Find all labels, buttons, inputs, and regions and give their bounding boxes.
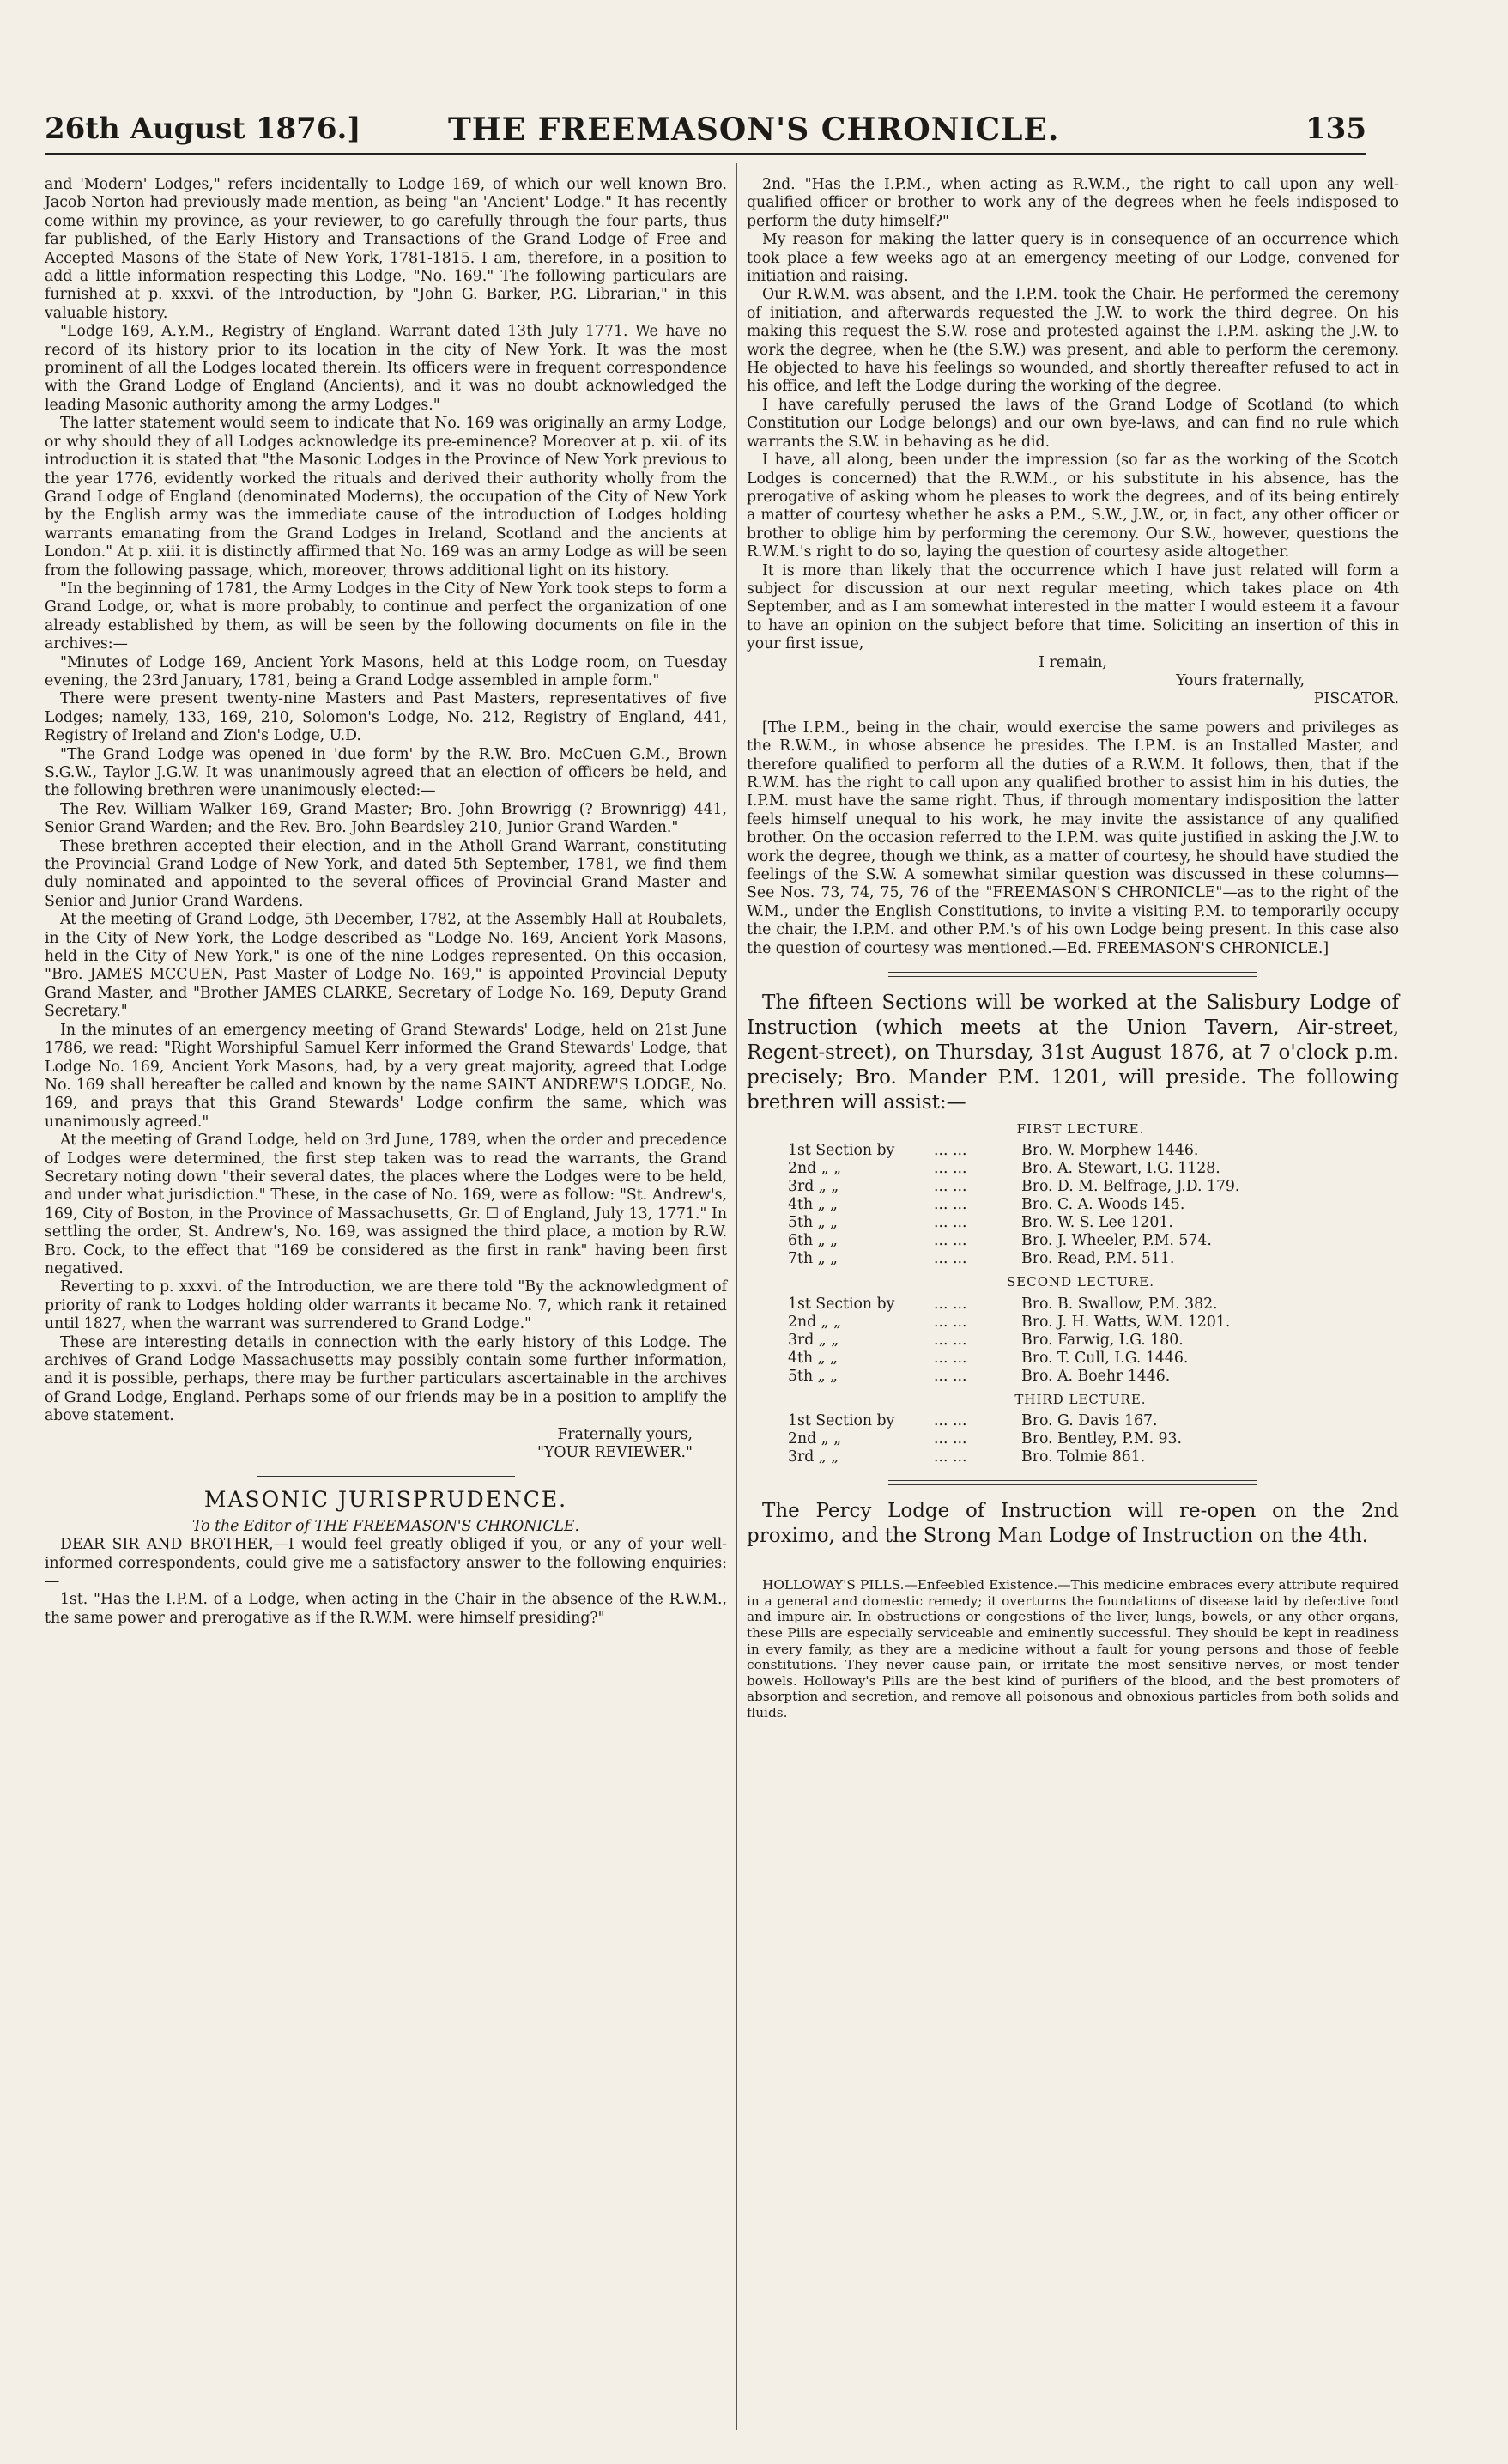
to-editor-line: To the Editor of THE FREEMASON'S CHRONICLE.	[191, 1517, 580, 1535]
table-row: 7th „ „ ... ... Bro. Read, P.M. 511.	[788, 1250, 1175, 1268]
table-row: 4th „ „ ... ... Bro. T. Cull, I.G. 1446.	[788, 1349, 1189, 1367]
right-column	[747, 176, 1399, 1721]
letter-paragraph: Our R.W.M. was absent, and the I.P.M. took the Chair. He performed the ceremony of initiation, and afterwards requested the J.W. to work the third degree. On his making this request the S.W. rose and protested against the I.P.M. asking the J.W. to work the degree, when he (the S.W.) was present, and able to perform the ceremony. He objected to have his feelings so wounded, and shortly thereafter refused to act in his office, and left the Lodge during the working of the degree.	[747, 286, 1399, 396]
letter-paragraph: 1st. "Has the I.P.M. of a Lodge, when acting in the Chair in the absence of the R.W.M., the same power and prerogative as if the R.W.M. were himself presiding?"	[45, 1591, 727, 1627]
review-paragraph: These are interesting details in connection with the early history of this Lodge. The archives of Grand Lodge Massachusetts may possibly contain some further information, and it is possible, perhaps, there may be further particulars ascertainable in the archives of Grand Lodge, England. Perhaps some of our friends may be in a position to amplify the above statement.	[45, 1333, 727, 1425]
letter-paragraph: It is more than likely that the occurrence which I have just related will form a subject for discussion at our next regular meeting, which takes place on 4th September, and as I am somewhat interested in the matter I would esteem it a favour to have an opinion on the subject before that time. Soliciting an insertion of this in your first issue,	[747, 561, 1399, 653]
holloway-advert: HOLLOWAY'S PILLS.—Enfeebled Existence.—This medicine embraces every attribute required in a general and domestic remedy; it overturns the foundations of disease laid by defective food and impure air. In obstructions or congestions of the liver, lungs, bowels, or any other organs, these Pills are especially serviceable and eminently successful. They should be kept in readiness in every family, as they are a medicine without a fault for young persons and those of feeble constitutions. They never cause pain, or irritate the most sensitive nerves, or most tender bowels. Holloway's Pills are the best kind of purifiers of the blood, and the best promoters of absorption and secretion, and remove all poisonous and obnoxious particles from both solids and fluids.	[747, 1577, 1399, 1721]
lecture-table	[788, 1142, 1248, 1268]
letter-signature: PISCATOR.	[1313, 690, 1399, 708]
signoff: Fraternally yours,	[557, 1425, 693, 1443]
table-row: 2nd „ „ ... ... Bro. Bentley, P.M. 93.	[788, 1430, 1183, 1448]
review-paragraph: The Rev. William Walker 169, Grand Master; Bro. John Browrigg (? Brownrigg) 441, Senior Grand Warden; and the Rev. Bro. John Beardsley 210, Junior Grand Warden."	[45, 800, 727, 837]
table-row: 5th „ „ ... ... Bro. A. Boehr 1446.	[788, 1367, 1171, 1385]
table-row: 2nd „ „ ... ... Bro. J. H. Watts, W.M. 1201.	[788, 1313, 1231, 1331]
left-column	[45, 176, 727, 1628]
review-paragraph: Reverting to p. xxxvi. of the Introduction, we are there told "By the acknowledgment of priority of rank to Lodges holding older warrants it became No. 7, which rank it retained until 1827, when the warrant was surrendered to Grand Lodge."	[45, 1278, 727, 1333]
letter-paragraph: I have carefully perused the laws of the Grand Lodge of Scotland (to which Constitution our Lodge belongs) and our own bye-laws, and can find no rule which warrants the S.W. in behaving as he did.	[747, 396, 1399, 451]
review-paragraph: "Lodge 169, A.Y.M., Registry of England. Warrant dated 13th July 1771. We have no record of its history prior to its location in the city of New York. It was the most prominent of all the Lodges located therein. Its officers were in frequent correspondence with the Grand Lodge of England (Ancients), and it was no doubt acknowledged the leading Masonic authority among the army Lodges."	[45, 323, 727, 414]
signature: "YOUR REVIEWER."	[537, 1444, 693, 1462]
review-paragraph: and 'Modern' Lodges," refers incidentally to Lodge 169, of which our well known Bro. Jacob Norton had previously made mention, as being "an 'Ancient' Lodge." It has recently come within my province, as your reviewer, to go carefully through the four parts, thus far published, of the Early History and Transactions of the Grand Lodge of Free and Accepted Masons of the State of New York, 1781-1815. I am, therefore, in a position to add a little information respecting this Lodge, "No. 169." The following particulars are furnished at p. xxxvi. of the Introduction, by "John G. Barker, P.G. Librarian," in this valuable history.	[45, 176, 727, 322]
masthead	[45, 112, 1366, 148]
review-paragraph: The latter statement would seem to indicate that No. 169 was originally an army Lodge, or why should they of all Lodges acknowledge its pre-eminence? Moreover at p. xii. of its introduction it is stated that "the Masonic Lodges in the Province of New York previous to the year 1776, evidently worked the rituals and derived their authority wholly from the Grand Lodge of England (denominated Moderns), the occupation of the City of New York by the English army was the immediate cause of the introduction of Lodges holding warrants emanating from the Grand Lodges in Ireland, Scotland and the ancients at London." At p. xiii. it is distinctly affirmed that No. 169 was an army Lodge as will be seen from the following passage, which, moreover, throws additional light on its history.	[45, 415, 727, 580]
lodge-notice: The fifteen Sections will be worked at the Salisbury Lodge of Instruction (which meets at the Union Tavern, Air-street, Regent-street), on Thursday, 31st August 1876, at 7 o'clock p.m. precisely; Bro. Mander P.M. 1201, will preside. The following brethren will assist:—	[747, 992, 1399, 1114]
letter-closing: I remain,	[1039, 653, 1107, 671]
review-paragraph: "Minutes of Lodge 169, Ancient York Masons, held at this Lodge room, on Tuesday evening, the 23rd January, 1781, being a Grand Lodge assembled in ample form."	[45, 653, 727, 689]
table-row: 4th „ „ ... ... Bro. C. A. Woods 145.	[788, 1196, 1185, 1214]
masthead-rule	[45, 153, 1366, 155]
letter-paragraph: I have, all along, been under the impression (so far as the working of the Scotch Lodges is concerned) that the R.W.M., or his substitute in his absence, has the prerogative of asking whom he pleases to work the degrees, and of its being entirely a matter of courtesy whether he asks a P.M., S.W., J.W., or, in fact, any other officer or brother to oblige him by performing the ceremony. Our S.W., however, questions the R.W.M.'s right to do so, laying the question of courtesy aside altogether.	[747, 452, 1399, 561]
lecture-table	[788, 1412, 1190, 1466]
letter-paragraph: 2nd. "Has the I.P.M., when acting as R.W.M., the right to call upon any well-qualified officer or brother to work any of the degrees when he feels indisposed to perform the duty himself?"	[747, 176, 1399, 230]
review-paragraph: At the meeting of Grand Lodge, 5th December, 1782, at the Assembly Hall at Roubalets, in the City of New York, the Lodge described as "Lodge No. 169, Ancient York Masons, held in the City of New York," is one of the nine Lodges represented. On this occasion, "Bro. JAMES MCCUEN, Past Master of Lodge No. 169," is appointed Provincial Deputy Grand Master, and "Brother JAMES CLARKE, Secretary of Lodge No. 169, Deputy Grand Secretary."	[45, 911, 727, 1021]
percy-notice: The Percy Lodge of Instruction will re-open on the 2nd proximo, and the Strong Man Lodge of Instruction on the 4th.	[747, 1500, 1399, 1548]
review-paragraph: "The Grand Lodge was opened in 'due form' by the R.W. Bro. McCuen G.M., Brown S.G.W., Taylor J.G.W. It was unanimously agreed that an election of officers be held, and the following brethren were unanimously elected:—	[45, 745, 727, 800]
table-row: 1st Section by ... ... Bro. B. Swallow, P.M. 382.	[788, 1295, 1218, 1313]
lecture-title: FIRST LECTURE.	[1016, 1121, 1145, 1138]
table-row: 6th „ „ ... ... Bro. J. Wheeler, P.M. 574.	[788, 1232, 1212, 1250]
issue-date: 26th August 1876.]	[45, 112, 361, 146]
letter-paragraph: DEAR SIR AND BROTHER,—I would feel greatly obliged if you, or any of your well-informed correspondents, could give me a satisfactory answer to the following enquiries:—	[45, 1536, 727, 1591]
column-divider	[736, 163, 737, 2430]
review-paragraph: These brethren accepted their election, and in the Atholl Grand Warrant, constituting the Provincial Grand Lodge of New York, and dated 5th September, 1781, we find them duly nominated and appointed to the several offices of Provincial Grand Master and Senior and Junior Grand Wardens.	[45, 837, 727, 910]
section-rule	[257, 1476, 515, 1477]
letter-paragraph: My reason for making the latter query is in consequence of an occurrence which took place a few weeks ago at an emergency meeting of our Lodge, convened for initiation and raising.	[747, 231, 1399, 286]
review-paragraph: There were present twenty-nine Masters and Past Masters, representatives of five Lodges; namely, 133, 169, 210, Solomon's Lodge, No. 212, Registry of England, 441, Registry of Ireland and Zion's Lodge, U.D.	[45, 690, 727, 745]
review-paragraph: At the meeting of Grand Lodge, held on 3rd June, 1789, when the order and precedence of Lodges were determined, the first step taken was to read the warrants, the Grand Secretary noting down "their several dates, the places where the Lodges were to be held, and under what jurisdiction." These, in the case of No. 169, were as follow: "St. Andrew's, 169, City of Boston, in the Province of Massachusetts, Gr. ☐ of England, July 13, 1771." In settling the order, St. Andrew's, No. 169, was assigned the third place, a motion by R.W. Bro. Cock, to the effect that "169 be considered as the first in rank" having been first negatived.	[45, 1132, 727, 1278]
lecture-title: THIRD LECTURE.	[1014, 1391, 1147, 1407]
section-rule	[888, 972, 1257, 977]
review-paragraph: "In the beginning of 1781, the Army Lodges in the City of New York took steps to form a Grand Lodge, or, what is more probably, to continue and perfect the organization of one already established by them, as will be seen by the following documents on file in the archives:—	[45, 580, 727, 653]
table-row: 1st Section by ... ... Bro. G. Davis 167.	[788, 1412, 1158, 1430]
table-row: 5th „ „ ... ... Bro. W. S. Lee 1201.	[788, 1214, 1173, 1232]
newspaper-title: THE FREEMASON'S CHRONICLE.	[448, 112, 1060, 148]
table-row: 2nd „ „ ... ... Bro. A. Stewart, I.G. 1128.	[788, 1160, 1220, 1178]
table-row: 3rd „ „ ... ... Bro. Tolmie 861.	[788, 1448, 1146, 1466]
lecture-table	[788, 1296, 1238, 1386]
editor-note: [The I.P.M., being in the chair, would exercise the same powers and privileges as the R.W.M., in whose absence he presides. The I.P.M. is an Installed Master, and therefore qualified to perform all the duties of a R.W.M. It follows, then, that if the R.W.M. has the right to call upon any qualified brother to assist him in his duties, the I.P.M. must have the same right. Thus, if through momentary indisposition the latter feels himself unequal to his work, he may invite the assistance of any qualified brother. On the occasion referred to the I.P.M. was quite justified in asking the J.W. to work the degree, though we think, as a matter of courtesy, he should have studied the feelings of the S.W. A somewhat similar question was discussed in these columns—See Nos. 73, 74, 75, 76 of the "FREEMASON'S CHRONICLE"—as to the right of the W.M., under the English Constitutions, to invite a visiting P.M. to temporarily occupy the chair, the I.P.M. and other P.M.'s of his own Lodge being present. In this case also the question of courtesy was mentioned.—Ed. FREEMASON'S CHRONICLE.]	[747, 719, 1399, 957]
lecture-block	[747, 1120, 1399, 1466]
table-row: 1st Section by ... ... Bro. W. Morphew 1446.	[788, 1142, 1199, 1160]
lecture-title: SECOND LECTURE.	[1007, 1274, 1154, 1290]
section-rule	[888, 1480, 1257, 1485]
table-row: 3rd „ „ ... ... Bro. D. M. Belfrage, J.D. 179.	[788, 1178, 1240, 1196]
letter-closing: Yours fraternally,	[1176, 671, 1305, 689]
article-heading: MASONIC JURISPRUDENCE.	[203, 1487, 568, 1513]
page-number: 135	[1305, 112, 1366, 146]
review-paragraph: In the minutes of an emergency meeting of Grand Stewards' Lodge, held on 21st June 1786, we read: "Right Worshipful Samuel Kerr informed the Grand Stewards' Lodge, that Lodge No. 169, Ancient York Masons, had, by a very great majority, agreed that Lodge No. 169 shall hereafter be called and known by the name SAINT ANDREW'S LODGE, No. 169, and prays that this Grand Stewards' Lodge confirm the same, which was unanimously agreed."	[45, 1021, 727, 1131]
table-row: 3rd „ „ ... ... Bro. Farwig, I.G. 180.	[788, 1331, 1184, 1349]
